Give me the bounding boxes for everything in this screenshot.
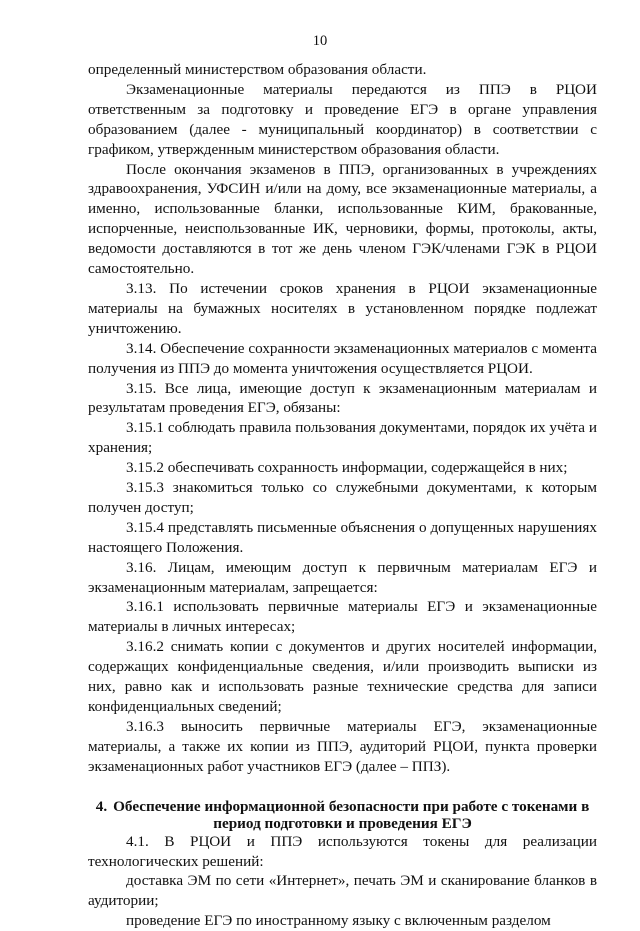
paragraph-3-16-2: 3.16.2 снимать копии с документов и других носителей информации, содержащих конфиденциальные сведения, и/или производить выписки из них, равно как и использовать разные технические средства для записи конфиденциальных сведений; bbox=[88, 638, 597, 715]
paragraph-3-15-1: 3.15.1 соблюдать правила пользования документами, порядок их учёта и хранения; bbox=[88, 419, 597, 457]
paragraph: Экзаменационные материалы передаются из ППЭ в РЦОИ ответственным за подготовку и проведение ЕГЭ в органе управления образованием (далее - муниципальный координатор) в соответствии с графиком, утвержденным министерством образования области. bbox=[88, 80, 597, 158]
paragraph: доставка ЭМ по сети «Интернет», печать ЭМ и сканирование бланков в аудитории; bbox=[88, 872, 597, 910]
section-heading bbox=[88, 798, 597, 832]
paragraph-3-16-1: 3.16.1 использовать первичные материалы ЕГЭ и экзаменационные материалы в личных интересах; bbox=[88, 598, 597, 636]
paragraph: определенный министерством образования области. bbox=[88, 61, 427, 78]
paragraph-3-13: 3.13. По истечении сроков хранения в РЦОИ экзаменационные материалы на бумажных носителях в установленном порядке подлежат уничтожению. bbox=[88, 279, 597, 337]
paragraph-3-15-2: 3.15.2 обеспечивать сохранность информации, содержащейся в них; bbox=[126, 459, 568, 477]
paragraph-3-15-3: 3.15.3 знакомиться только со служебными документами, к которым получен доступ; bbox=[88, 479, 597, 516]
paragraph-3-16: 3.16. Лицам, имеющим доступ к первичным материалам ЕГЭ и экзаменационным материалам, запрещается: bbox=[88, 558, 597, 596]
section-number: 4. bbox=[95, 797, 108, 815]
section-title: Обеспечение информационной безопасности при работе с токенами в период подготовки и проведения ЕГЭ bbox=[113, 797, 590, 832]
page-number: 10 bbox=[312, 33, 328, 49]
paragraph-3-15-4: 3.15.4 представлять письменные объяснения о допущенных нарушениях настоящего Положения. bbox=[88, 518, 597, 556]
paragraph-4-1: 4.1. В РЦОИ и ППЭ используются токены для реализации технологических решений: bbox=[88, 832, 597, 870]
paragraph-3-15: 3.15. Все лица, имеющие доступ к экзаменационным материалам и результатам проведения ЕГЭ, обязаны: bbox=[88, 379, 597, 417]
document-body bbox=[88, 60, 597, 931]
paragraph: После окончания экзаменов в ППЭ, организованных в учреждениях здравоохранения, УФСИН и/или на дому, все экзаменационные материалы, а именно, использованные бланки, использованные КИМ, бракованные, испорченные, неиспользованные ИК, черновики, формы, протоколы, акты, ведомости доставляются в тот же день членом ГЭК/членами ГЭК в РЦОИ самостоятельно. bbox=[88, 160, 597, 278]
paragraph: проведение ЕГЭ по иностранному языку с включенным разделом bbox=[126, 912, 551, 930]
paragraph-3-14: 3.14. Обеспечение сохранности экзаменационных материалов с момента получения из ППЭ до момента уничтожения осуществляется РЦОИ. bbox=[88, 339, 597, 377]
paragraph-3-16-3: 3.16.3 выносить первичные материалы ЕГЭ, экзаменационные материалы, а также их копии из ППЭ, аудиторий РЦОИ, пункта проверки экзаменационных работ участников ЕГЭ (далее – ППЗ). bbox=[88, 717, 597, 775]
